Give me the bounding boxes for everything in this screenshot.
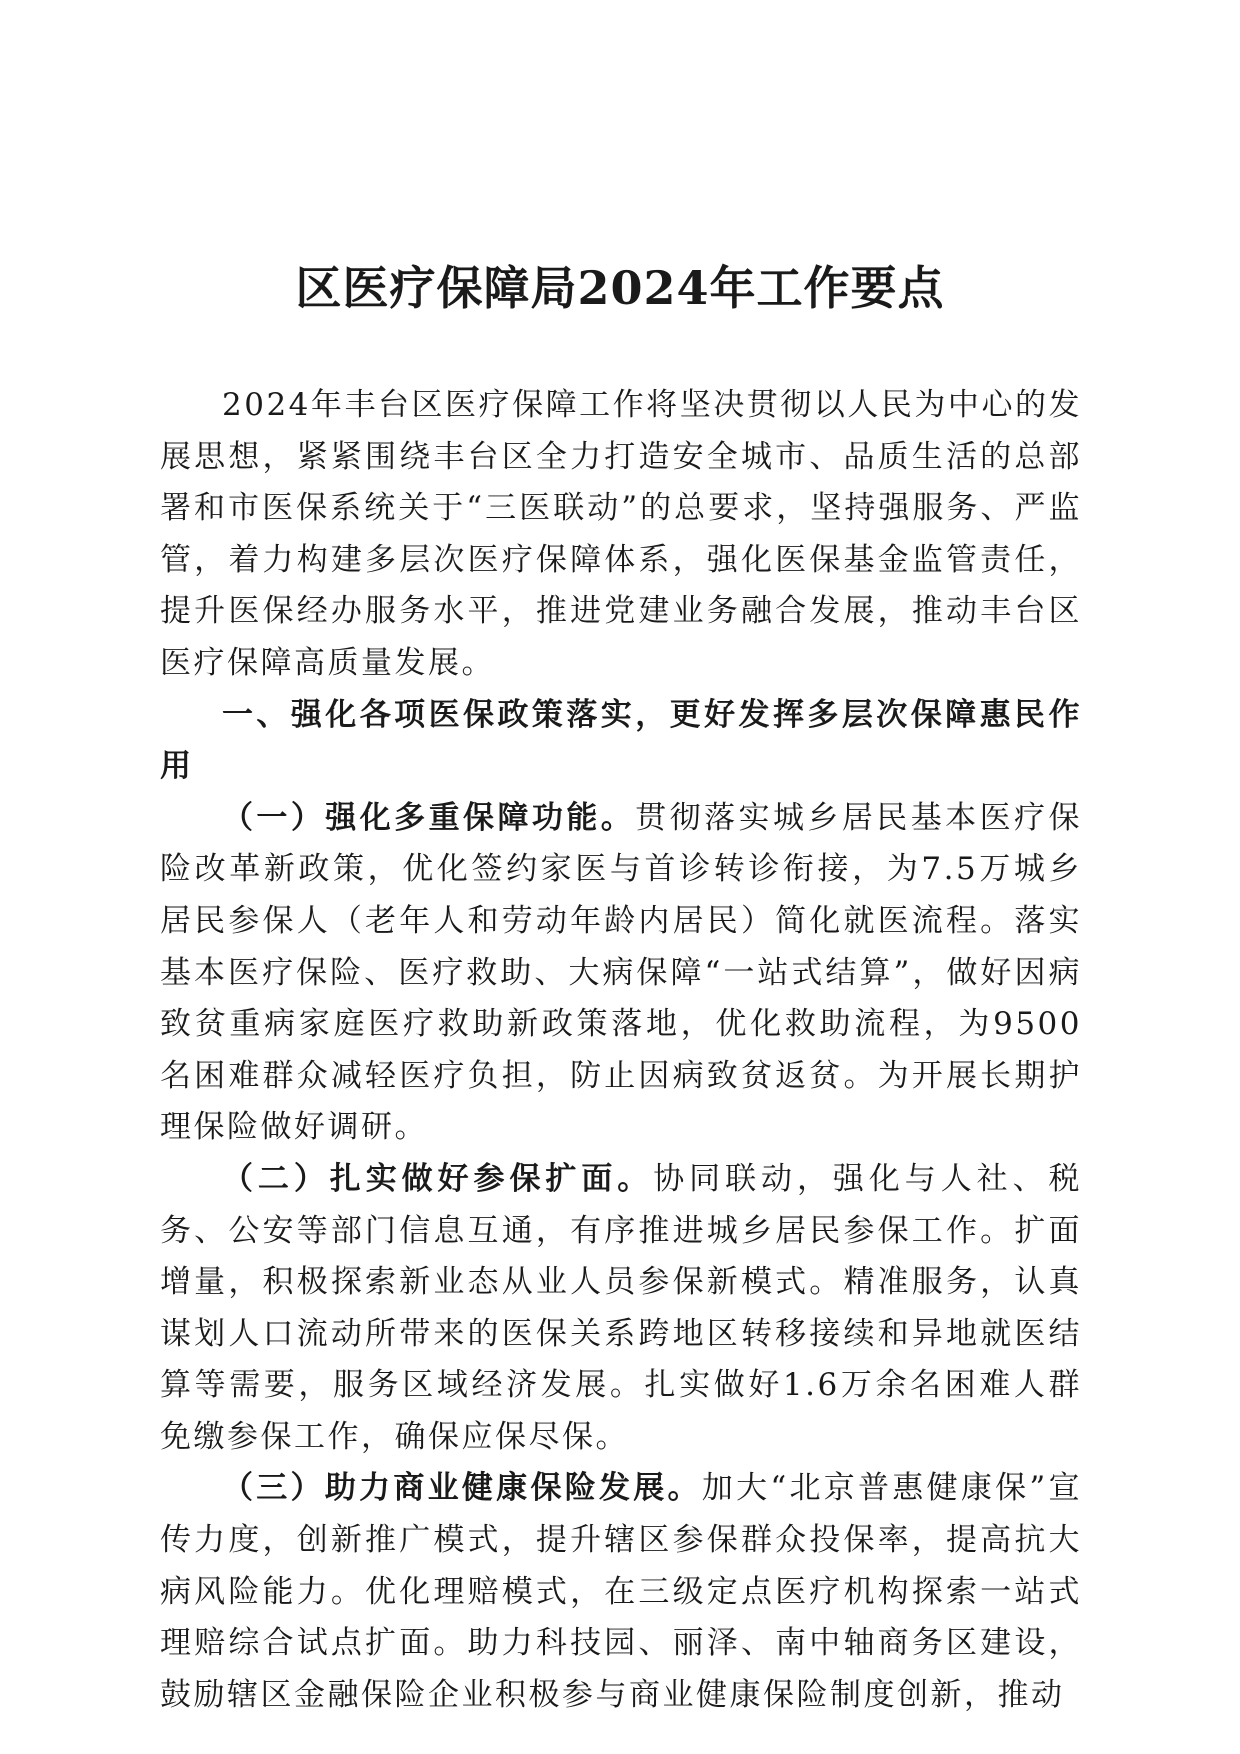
item-text-1: 贯彻落实城乡居民基本医疗保险改革新政策，优化签约家医与首诊转诊衔接，为7.5万城乡居民参保人（老年人和劳动年龄内居民）简化就医流程。落实基本医疗保险、医疗救助、大病保障“一站式结算”，做好因病致贫重病家庭医疗救助新政策落地，优化救助流程，为9500名困难群众减轻医疗负担，防止因病致贫返贫。为开展长期护理保险做好调研。 <box>160 799 1082 1146</box>
item-paragraph-2 <box>160 1154 1082 1464</box>
item-text-3: 加大“北京普惠健康保”宣传力度，创新推广模式，提升辖区参保群众投保率，提高抗大病风险能力。优化理赔模式，在三级定点医疗机构探索一站式理赔综合试点扩面。助力科技园、丽泽、南中轴商务区建设，鼓励辖区金融保险企业积极参与商业健康保险制度创新，推动 <box>160 1470 1082 1713</box>
document-title: 区医疗保障局2024年工作要点 <box>295 261 945 315</box>
intro-paragraph: 2024年丰台区医疗保障工作将坚决贯彻以人民为中心的发展思想，紧紧围绕丰台区全力打造安全城市、品质生活的总部署和市医保系统关于“三医联动”的总要求，坚持强服务、严监管，着力构建多层次医疗保障体系，强化医保基金监管责任，提升医保经办服务水平，推进党建业务融合发展，推动丰台区医疗保障高质量发展。 <box>160 387 1082 681</box>
section-heading: 一、强化各项医保政策落实，更好发挥多层次保障惠民作用 <box>160 696 1082 785</box>
item-lead-1: （一）强化多重保障功能。 <box>222 799 636 836</box>
item-lead-3: （三）助力商业健康保险发展。 <box>222 1470 702 1507</box>
item-paragraph-3 <box>160 1463 1082 1721</box>
item-paragraph-1 <box>160 793 1082 1154</box>
item-text-2: 协同联动，强化与人社、税务、公安等部门信息互通，有序推进城乡居民参保工作。扩面增量，积极探索新业态从业人员参保新模式。精准服务，认真谋划人口流动所带来的医保关系跨地区转移接续和异地就医结算等需要，服务区域经济发展。扎实做好1.6万余名困难人群免缴参保工作，确保应保尽保。 <box>160 1160 1083 1455</box>
document-body <box>160 380 1082 1721</box>
item-lead-2: （二）扎实做好参保扩面。 <box>222 1160 654 1197</box>
